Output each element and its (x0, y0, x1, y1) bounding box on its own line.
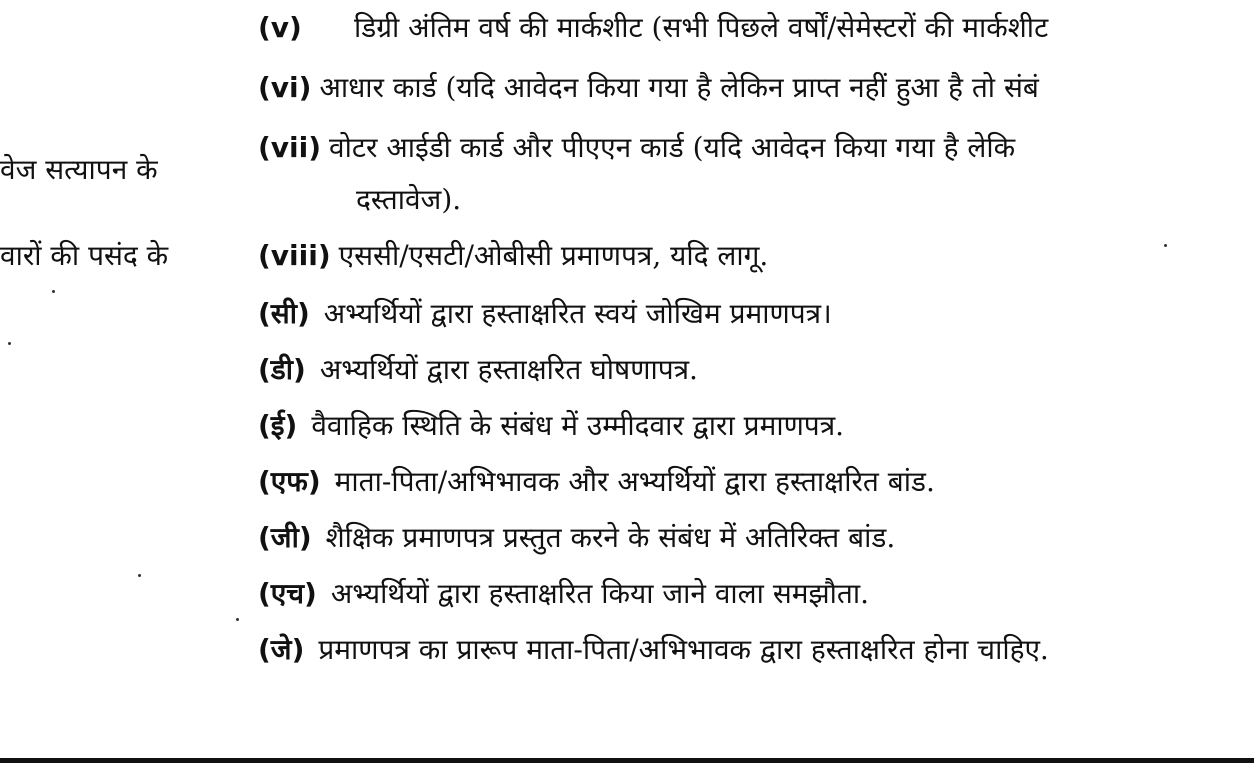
list-item-text: प्रमाणपत्र का प्रारूप माता-पिता/अभिभावक द्वारा हस्ताक्षरित होना चाहिए. (318, 633, 1049, 666)
speck-mark (1164, 244, 1167, 247)
list-item-text: अभ्यर्थियों द्वारा हस्ताक्षरित किया जाने वाला समझौता. (330, 577, 870, 610)
speck-mark (52, 290, 55, 293)
bottom-rule (0, 758, 1254, 763)
list-item-text: वोटर आईडी कार्ड और पीएएन कार्ड (यदि आवेदन किया गया है लेकि (329, 131, 1016, 164)
list-marker: (जी) (258, 521, 312, 554)
speck-mark (236, 618, 239, 621)
list-item-g (258, 518, 895, 558)
list-item-c (258, 294, 832, 334)
list-item-text: डिग्री अंतिम वर्ष की मार्कशीट (सभी पिछले वर्षों/सेमेस्टरों की मार्कशीट (354, 11, 1049, 44)
list-marker: (viii) (258, 239, 331, 272)
list-item-text: एससी/एसटी/ओबीसी प्रमाणपत्र, यदि लागू. (338, 239, 769, 272)
list-marker: (डी) (258, 353, 306, 386)
list-item-viii (258, 236, 768, 276)
list-item-text: अभ्यर्थियों द्वारा हस्ताक्षरित घोषणापत्र. (319, 353, 698, 386)
list-marker: (vi) (258, 71, 312, 104)
list-item-text: शैक्षिक प्रमाणपत्र प्रस्तुत करने के संबंध में अतिरिक्त बांड. (325, 521, 896, 554)
list-marker: (v) (258, 11, 302, 44)
list-marker: (vii) (258, 131, 322, 164)
left-column-text-2: वारों की पसंद के (0, 239, 169, 272)
list-marker: (एच) (258, 577, 317, 610)
list-item-vi (258, 68, 1039, 108)
list-item-j (258, 630, 1049, 670)
left-column-text-1: वेज सत्यापन के (0, 153, 158, 186)
list-item-e (258, 406, 844, 446)
list-item-d (258, 350, 698, 390)
speck-mark (8, 342, 11, 345)
list-item-v (258, 8, 1048, 48)
list-item-f (258, 462, 935, 502)
list-marker: (ई) (258, 409, 298, 442)
list-item-text: माता-पिता/अभिभावक और अभ्यर्थियों द्वारा हस्ताक्षरित बांड. (334, 465, 935, 498)
list-marker: (एफ) (258, 465, 321, 498)
list-item-text: अभ्यर्थियों द्वारा हस्ताक्षरित स्वयं जोखिम प्रमाणपत्र। (323, 297, 832, 330)
list-marker: (जे) (258, 633, 305, 666)
list-item-vii (258, 128, 1015, 168)
list-item-text: वैवाहिक स्थिति के संबंध में उम्मीदवार द्वारा प्रमाणपत्र. (311, 409, 845, 442)
list-marker: (सी) (258, 297, 310, 330)
speck-mark (138, 574, 141, 577)
list-item-continuation: दस्तावेज). (356, 183, 462, 216)
list-item-h (258, 574, 869, 614)
list-item-text: आधार कार्ड (यदि आवेदन किया गया है लेकिन प्राप्त नहीं हुआ है तो संबं (319, 71, 1039, 104)
